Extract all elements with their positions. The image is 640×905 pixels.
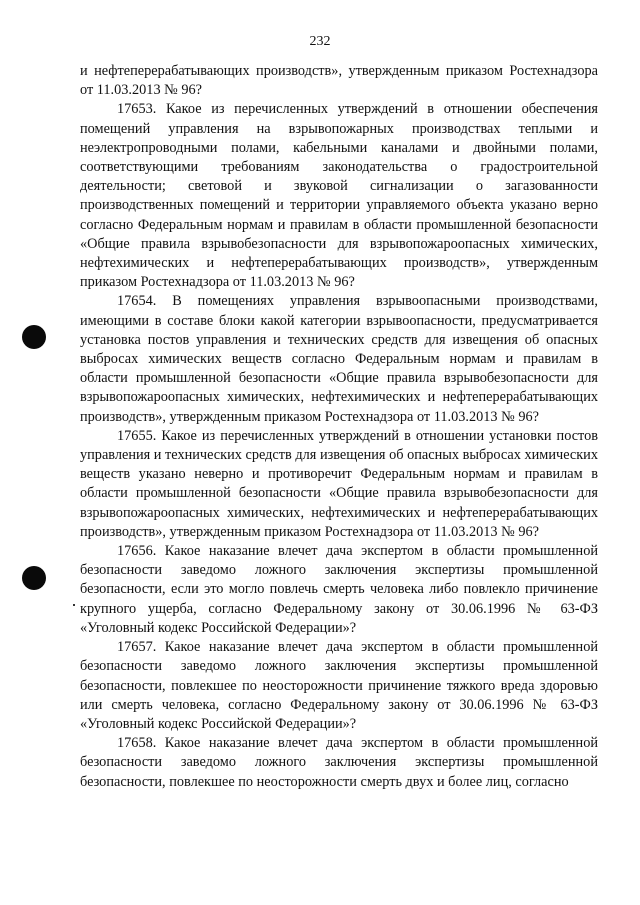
- question-17656: 17656. Какое наказание влечет дача экспертом в области промышленной безопасности заведомо ложного заключения экспертизы промышленной безопасности, если это могло повлечь смерть человека либо повлекло причинение крупного ущерба, согласно Федеральному закону от 30.06.1996 № 63-ФЗ «Уголовный кодекс Российской Федерации»?: [80, 543, 598, 636]
- punch-hole: [22, 325, 46, 349]
- question-17655: 17655. Какое из перечисленных утверждений в отношении установки постов управления и технических средств для извещения об опасных выбросах химических веществ указано неверно и противоречит Федеральным нормам и правилам в области промышленной безопасности «Общие правила взрывобезопасности для взрывопожароопасных химических, нефтехимических и нефтеперерабатывающих производств», утвержденным приказом Ростехнадзора от 11.03.2013 № 96?: [80, 427, 598, 540]
- scan-speck: [73, 604, 75, 606]
- page-body: [80, 62, 598, 792]
- page-number: 232: [309, 34, 331, 49]
- question-17658: 17658. Какое наказание влечет дача экспертом в области промышленной безопасности заведомо ложного заключения экспертизы промышленной безопасности, повлекшее по неосторожности смерть двух и более лиц, согласно: [80, 735, 598, 790]
- question-17653: 17653. Какое из перечисленных утверждений в отношении обеспечения помещений управления на взрывопожарных производствах теплыми и неэлектропроводными полами, кабельными каналами и двойными полами, соответствующими требованиям законодательства о градостроительной деятельности; световой и звуковой сигнализации о загазованности производственных помещений и территории управляемого объекта указано верно согласно Федеральным нормам и правилам в области промышленной безопасности «Общие правила взрывобезопасности для взрывопожароопасных химических, нефтехимических и нефтеперерабатывающих производств», утвержденным приказом Ростехнадзора от 11.03.2013 № 96?: [80, 101, 598, 291]
- question-17654: 17654. В помещениях управления взрывоопасными производствами, имеющими в составе блоки какой категории взрывоопасности, предусматривается установка постов управления и технических средств для извещения об опасных выбросах химических веществ согласно Федеральным нормам и правилам в области промышленной безопасности «Общие правила взрывобезопасности для взрывопожароопасных химических, нефтехимических и нефтеперерабатывающих производств», утвержденным приказом Ростехнадзора от 11.03.2013 № 96?: [80, 293, 598, 425]
- question-17657: 17657. Какое наказание влечет дача экспертом в области промышленной безопасности заведомо ложного заключения экспертизы промышленной безопасности, повлекшее по неосторожности причинение тяжкого вреда здоровью или смерть человека, согласно Федеральному закону от 30.06.1996 № 63-ФЗ «Уголовный кодекс Российской Федерации»?: [80, 639, 598, 732]
- paragraph-continued: и нефтеперерабатывающих производств», утвержденным приказом Ростехнадзора от 11.03.2013 № 96?: [80, 63, 598, 99]
- punch-hole: [22, 566, 46, 590]
